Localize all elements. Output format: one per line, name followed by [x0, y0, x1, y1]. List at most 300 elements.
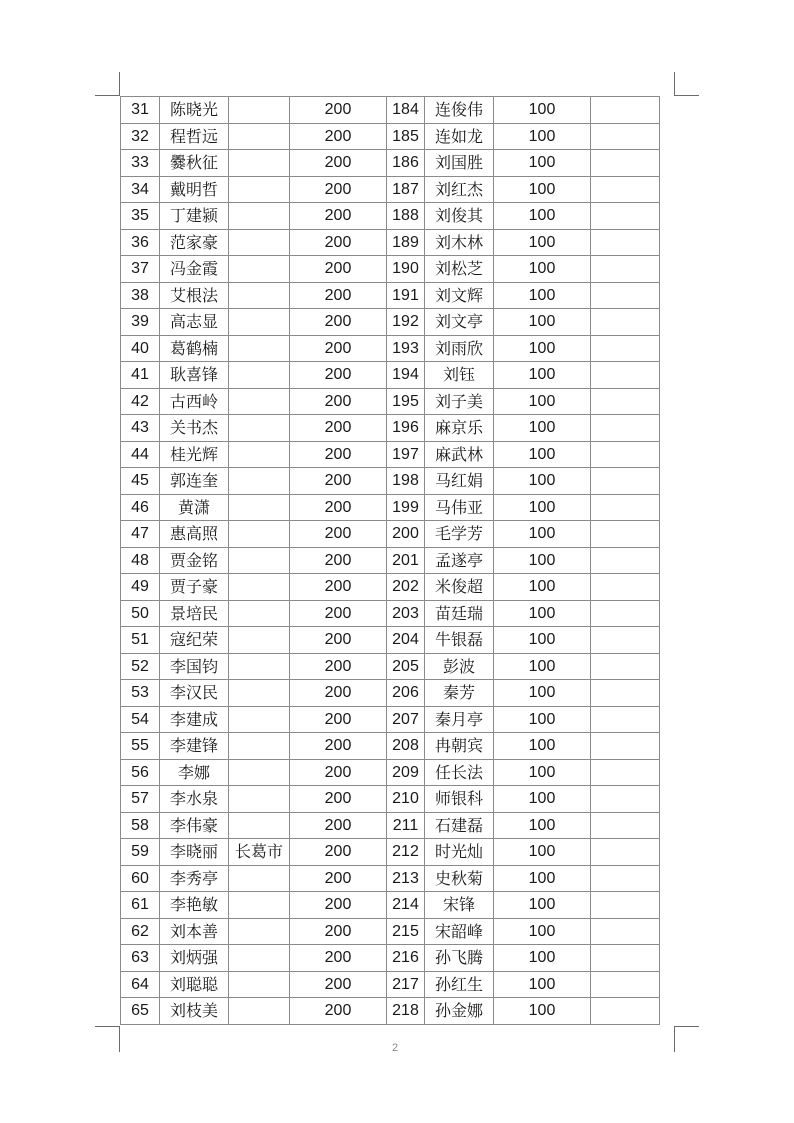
cell-left-name: 李晓丽: [160, 839, 229, 866]
table-row: [121, 150, 660, 177]
cell-left-amount: 200: [290, 865, 387, 892]
cell-left-amount: 200: [290, 362, 387, 389]
cell-left-name: 李国钧: [160, 653, 229, 680]
cell-right-extra: [591, 203, 660, 230]
cell-left-region: [229, 680, 290, 707]
table-row: [121, 282, 660, 309]
cell-left-amount: 200: [290, 282, 387, 309]
cell-left-name: 寇纪荣: [160, 627, 229, 654]
cell-left-region: [229, 441, 290, 468]
cell-right-no: 209: [387, 759, 425, 786]
table-row: [121, 335, 660, 362]
cell-left-no: 40: [121, 335, 160, 362]
cell-right-name: 马红娟: [425, 468, 494, 495]
cell-right-no: 208: [387, 733, 425, 760]
cell-left-region: [229, 176, 290, 203]
cell-right-extra: [591, 627, 660, 654]
cell-left-amount: 200: [290, 759, 387, 786]
cell-right-name: 刘文亭: [425, 309, 494, 336]
cell-left-name: 郭连奎: [160, 468, 229, 495]
cell-right-no: 192: [387, 309, 425, 336]
cell-right-amount: 100: [494, 945, 591, 972]
cell-left-region: [229, 203, 290, 230]
cell-left-no: 53: [121, 680, 160, 707]
cell-right-amount: 100: [494, 680, 591, 707]
cell-right-extra: [591, 786, 660, 813]
cell-left-amount: 200: [290, 150, 387, 177]
cell-left-name: 惠高照: [160, 521, 229, 548]
cell-right-no: 205: [387, 653, 425, 680]
cell-right-no: 216: [387, 945, 425, 972]
cell-left-name: 贾金铭: [160, 547, 229, 574]
cell-right-amount: 100: [494, 759, 591, 786]
cell-left-no: 31: [121, 97, 160, 124]
cell-right-no: 213: [387, 865, 425, 892]
cell-left-no: 49: [121, 574, 160, 601]
cell-right-name: 石建磊: [425, 812, 494, 839]
cell-left-name: 戴明哲: [160, 176, 229, 203]
cell-left-region: [229, 335, 290, 362]
table-row: [121, 627, 660, 654]
cell-right-no: 194: [387, 362, 425, 389]
cell-left-name: 李建成: [160, 706, 229, 733]
cell-right-amount: 100: [494, 282, 591, 309]
cell-right-extra: [591, 309, 660, 336]
cell-left-amount: 200: [290, 892, 387, 919]
cell-right-extra: [591, 971, 660, 998]
table-row: [121, 892, 660, 919]
cell-left-no: 61: [121, 892, 160, 919]
table-row: [121, 574, 660, 601]
cell-left-region: 长葛市: [229, 839, 290, 866]
cell-right-amount: 100: [494, 733, 591, 760]
cell-left-name: 古西岭: [160, 388, 229, 415]
crop-mark-top-left-v: [119, 72, 120, 96]
cell-left-name: 黄潇: [160, 494, 229, 521]
cell-left-no: 36: [121, 229, 160, 256]
cell-left-name: 葛鹤楠: [160, 335, 229, 362]
cell-left-amount: 200: [290, 706, 387, 733]
cell-left-no: 54: [121, 706, 160, 733]
cell-left-name: 李水泉: [160, 786, 229, 813]
cell-left-region: [229, 521, 290, 548]
cell-left-amount: 200: [290, 627, 387, 654]
cell-left-no: 48: [121, 547, 160, 574]
cell-left-region: [229, 282, 290, 309]
page-number: 2: [392, 1042, 399, 1054]
table-row: [121, 309, 660, 336]
cell-right-amount: 100: [494, 998, 591, 1025]
cell-left-name: 刘聪聪: [160, 971, 229, 998]
cell-left-name: 陈晓光: [160, 97, 229, 124]
cell-right-amount: 100: [494, 706, 591, 733]
cell-right-name: 彭波: [425, 653, 494, 680]
cell-right-name: 师银科: [425, 786, 494, 813]
cell-right-extra: [591, 335, 660, 362]
cell-left-no: 65: [121, 998, 160, 1025]
crop-mark-bottom-right-v: [674, 1026, 675, 1052]
cell-right-name: 孙飞腾: [425, 945, 494, 972]
cell-left-no: 51: [121, 627, 160, 654]
cell-left-no: 47: [121, 521, 160, 548]
cell-right-amount: 100: [494, 786, 591, 813]
cell-right-extra: [591, 256, 660, 283]
cell-left-amount: 200: [290, 229, 387, 256]
cell-right-name: 刘文辉: [425, 282, 494, 309]
cell-right-amount: 100: [494, 150, 591, 177]
cell-left-no: 52: [121, 653, 160, 680]
cell-right-extra: [591, 521, 660, 548]
cell-left-no: 45: [121, 468, 160, 495]
cell-right-name: 刘松芝: [425, 256, 494, 283]
cell-right-extra: [591, 282, 660, 309]
cell-right-extra: [591, 123, 660, 150]
cell-right-no: 202: [387, 574, 425, 601]
cell-left-name: 李艳敏: [160, 892, 229, 919]
cell-right-extra: [591, 229, 660, 256]
cell-left-no: 37: [121, 256, 160, 283]
cell-right-no: 212: [387, 839, 425, 866]
cell-right-extra: [591, 574, 660, 601]
cell-left-amount: 200: [290, 653, 387, 680]
cell-right-amount: 100: [494, 521, 591, 548]
cell-left-name: 贾子豪: [160, 574, 229, 601]
cell-left-region: [229, 865, 290, 892]
cell-right-no: 193: [387, 335, 425, 362]
cell-right-amount: 100: [494, 415, 591, 442]
cell-right-no: 211: [387, 812, 425, 839]
cell-right-amount: 100: [494, 229, 591, 256]
cell-right-extra: [591, 812, 660, 839]
table-row: [121, 786, 660, 813]
cell-right-extra: [591, 468, 660, 495]
cell-left-region: [229, 600, 290, 627]
cell-right-extra: [591, 892, 660, 919]
cell-left-no: 35: [121, 203, 160, 230]
cell-left-region: [229, 945, 290, 972]
cell-left-region: [229, 786, 290, 813]
cell-left-amount: 200: [290, 945, 387, 972]
cell-right-amount: 100: [494, 865, 591, 892]
cell-left-region: [229, 309, 290, 336]
cell-right-extra: [591, 918, 660, 945]
cell-left-name: 刘枝美: [160, 998, 229, 1025]
cell-right-name: 麻京乐: [425, 415, 494, 442]
cell-right-extra: [591, 653, 660, 680]
cell-right-extra: [591, 362, 660, 389]
cell-right-extra: [591, 759, 660, 786]
cell-left-region: [229, 97, 290, 124]
cell-right-amount: 100: [494, 123, 591, 150]
cell-right-amount: 100: [494, 203, 591, 230]
cell-left-region: [229, 494, 290, 521]
roster-table-body: [121, 97, 660, 1025]
cell-left-amount: 200: [290, 97, 387, 124]
cell-left-amount: 200: [290, 388, 387, 415]
cell-left-amount: 200: [290, 680, 387, 707]
cell-left-region: [229, 812, 290, 839]
cell-right-amount: 100: [494, 839, 591, 866]
cell-left-amount: 200: [290, 971, 387, 998]
table-row: [121, 123, 660, 150]
cell-left-region: [229, 653, 290, 680]
cell-right-extra: [591, 680, 660, 707]
cell-right-no: 197: [387, 441, 425, 468]
cell-left-name: 范家豪: [160, 229, 229, 256]
cell-right-no: 218: [387, 998, 425, 1025]
cell-right-name: 刘子美: [425, 388, 494, 415]
cell-right-name: 毛学芳: [425, 521, 494, 548]
cell-left-no: 60: [121, 865, 160, 892]
cell-left-amount: 200: [290, 547, 387, 574]
cell-left-amount: 200: [290, 733, 387, 760]
cell-left-no: 34: [121, 176, 160, 203]
cell-right-no: 189: [387, 229, 425, 256]
cell-left-region: [229, 468, 290, 495]
cell-right-amount: 100: [494, 362, 591, 389]
cell-left-no: 57: [121, 786, 160, 813]
cell-left-region: [229, 733, 290, 760]
table-row: [121, 203, 660, 230]
cell-left-amount: 200: [290, 786, 387, 813]
cell-left-name: 李建锋: [160, 733, 229, 760]
cell-left-amount: 200: [290, 123, 387, 150]
cell-left-no: 43: [121, 415, 160, 442]
cell-left-region: [229, 971, 290, 998]
cell-right-name: 麻武林: [425, 441, 494, 468]
cell-left-amount: 200: [290, 441, 387, 468]
table-row: [121, 998, 660, 1025]
table-row: [121, 839, 660, 866]
cell-left-name: 耿喜锋: [160, 362, 229, 389]
cell-left-name: 高志显: [160, 309, 229, 336]
cell-right-amount: 100: [494, 256, 591, 283]
cell-left-region: [229, 256, 290, 283]
cell-left-no: 33: [121, 150, 160, 177]
cell-left-no: 41: [121, 362, 160, 389]
cell-left-no: 64: [121, 971, 160, 998]
cell-right-amount: 100: [494, 653, 591, 680]
cell-right-name: 刘木林: [425, 229, 494, 256]
cell-left-no: 58: [121, 812, 160, 839]
table-row: [121, 918, 660, 945]
cell-right-name: 牛银磊: [425, 627, 494, 654]
cell-right-no: 214: [387, 892, 425, 919]
table-row: [121, 547, 660, 574]
cell-right-amount: 100: [494, 335, 591, 362]
crop-mark-top-right-v: [674, 72, 675, 96]
table-row: [121, 468, 660, 495]
cell-right-no: 185: [387, 123, 425, 150]
cell-right-name: 连俊伟: [425, 97, 494, 124]
cell-right-no: 198: [387, 468, 425, 495]
cell-right-extra: [591, 494, 660, 521]
cell-left-amount: 200: [290, 468, 387, 495]
cell-right-amount: 100: [494, 574, 591, 601]
table-row: [121, 653, 660, 680]
cell-left-amount: 200: [290, 998, 387, 1025]
cell-left-no: 50: [121, 600, 160, 627]
cell-left-name: 李娜: [160, 759, 229, 786]
cell-left-amount: 200: [290, 309, 387, 336]
cell-right-amount: 100: [494, 971, 591, 998]
cell-left-no: 39: [121, 309, 160, 336]
cell-right-name: 刘俊其: [425, 203, 494, 230]
cell-left-no: 63: [121, 945, 160, 972]
cell-right-no: 186: [387, 150, 425, 177]
table-row: [121, 733, 660, 760]
table-row: [121, 256, 660, 283]
cell-right-no: 199: [387, 494, 425, 521]
cell-left-region: [229, 362, 290, 389]
cell-right-name: 米俊超: [425, 574, 494, 601]
table-row: [121, 97, 660, 124]
table-row: [121, 176, 660, 203]
cell-right-no: 195: [387, 388, 425, 415]
cell-right-name: 连如龙: [425, 123, 494, 150]
cell-left-no: 32: [121, 123, 160, 150]
cell-right-name: 宋锋: [425, 892, 494, 919]
cell-left-name: 丁建颍: [160, 203, 229, 230]
table-row: [121, 229, 660, 256]
table-row: [121, 945, 660, 972]
cell-left-name: 爨秋征: [160, 150, 229, 177]
cell-left-amount: 200: [290, 521, 387, 548]
cell-right-amount: 100: [494, 176, 591, 203]
cell-right-amount: 100: [494, 388, 591, 415]
cell-left-no: 59: [121, 839, 160, 866]
cell-right-extra: [591, 865, 660, 892]
crop-mark-bottom-right-h: [674, 1026, 699, 1027]
cell-right-name: 任长法: [425, 759, 494, 786]
cell-left-region: [229, 415, 290, 442]
table-row: [121, 812, 660, 839]
cell-left-no: 55: [121, 733, 160, 760]
cell-right-name: 孟遂亭: [425, 547, 494, 574]
cell-right-name: 史秋菊: [425, 865, 494, 892]
cell-right-amount: 100: [494, 468, 591, 495]
cell-right-no: 207: [387, 706, 425, 733]
cell-right-extra: [591, 415, 660, 442]
cell-right-amount: 100: [494, 892, 591, 919]
cell-left-region: [229, 918, 290, 945]
table-row: [121, 494, 660, 521]
cell-left-no: 44: [121, 441, 160, 468]
cell-left-amount: 200: [290, 839, 387, 866]
cell-left-name: 桂光辉: [160, 441, 229, 468]
cell-right-no: 190: [387, 256, 425, 283]
crop-mark-bottom-left-v: [119, 1026, 120, 1052]
cell-left-region: [229, 892, 290, 919]
cell-left-no: 42: [121, 388, 160, 415]
crop-mark-top-right-h: [674, 95, 699, 96]
cell-left-region: [229, 706, 290, 733]
cell-left-amount: 200: [290, 918, 387, 945]
cell-right-no: 215: [387, 918, 425, 945]
cell-right-name: 苗廷瑞: [425, 600, 494, 627]
cell-left-amount: 200: [290, 335, 387, 362]
cell-right-no: 217: [387, 971, 425, 998]
table-row: [121, 441, 660, 468]
cell-right-extra: [591, 945, 660, 972]
cell-left-name: 景培民: [160, 600, 229, 627]
cell-right-name: 刘雨欣: [425, 335, 494, 362]
cell-right-no: 206: [387, 680, 425, 707]
cell-right-amount: 100: [494, 309, 591, 336]
cell-right-name: 时光灿: [425, 839, 494, 866]
cell-right-extra: [591, 97, 660, 124]
cell-right-no: 201: [387, 547, 425, 574]
cell-right-extra: [591, 388, 660, 415]
cell-right-no: 196: [387, 415, 425, 442]
cell-left-name: 李伟豪: [160, 812, 229, 839]
table-row: [121, 388, 660, 415]
table-row: [121, 971, 660, 998]
crop-mark-top-left-h: [95, 95, 120, 96]
cell-left-no: 46: [121, 494, 160, 521]
cell-right-name: 刘红杰: [425, 176, 494, 203]
cell-left-amount: 200: [290, 415, 387, 442]
cell-left-name: 艾根法: [160, 282, 229, 309]
cell-left-amount: 200: [290, 812, 387, 839]
cell-left-region: [229, 759, 290, 786]
cell-left-amount: 200: [290, 203, 387, 230]
cell-left-no: 62: [121, 918, 160, 945]
cell-left-region: [229, 388, 290, 415]
cell-right-extra: [591, 839, 660, 866]
cell-left-name: 冯金霞: [160, 256, 229, 283]
cell-left-amount: 200: [290, 600, 387, 627]
cell-right-no: 210: [387, 786, 425, 813]
cell-left-name: 程哲远: [160, 123, 229, 150]
cell-left-name: 李汉民: [160, 680, 229, 707]
cell-right-no: 188: [387, 203, 425, 230]
cell-right-name: 孙金娜: [425, 998, 494, 1025]
cell-right-extra: [591, 441, 660, 468]
cell-left-name: 刘本善: [160, 918, 229, 945]
cell-right-name: 刘钰: [425, 362, 494, 389]
cell-right-amount: 100: [494, 97, 591, 124]
cell-right-extra: [591, 547, 660, 574]
table-row: [121, 706, 660, 733]
table-row: [121, 415, 660, 442]
cell-left-region: [229, 229, 290, 256]
cell-left-region: [229, 998, 290, 1025]
table-row: [121, 759, 660, 786]
cell-right-extra: [591, 150, 660, 177]
cell-right-extra: [591, 733, 660, 760]
cell-right-no: 191: [387, 282, 425, 309]
cell-left-amount: 200: [290, 574, 387, 601]
cell-right-name: 刘国胜: [425, 150, 494, 177]
cell-right-name: 孙红生: [425, 971, 494, 998]
cell-right-name: 马伟亚: [425, 494, 494, 521]
roster-table: [120, 96, 660, 1025]
cell-right-name: 秦月亭: [425, 706, 494, 733]
cell-right-amount: 100: [494, 441, 591, 468]
cell-right-extra: [591, 176, 660, 203]
cell-left-amount: 200: [290, 176, 387, 203]
cell-left-region: [229, 627, 290, 654]
cell-left-name: 刘炳强: [160, 945, 229, 972]
cell-right-name: 秦芳: [425, 680, 494, 707]
cell-left-region: [229, 150, 290, 177]
cell-left-amount: 200: [290, 494, 387, 521]
cell-right-no: 204: [387, 627, 425, 654]
cell-left-region: [229, 574, 290, 601]
cell-right-no: 187: [387, 176, 425, 203]
cell-right-no: 203: [387, 600, 425, 627]
